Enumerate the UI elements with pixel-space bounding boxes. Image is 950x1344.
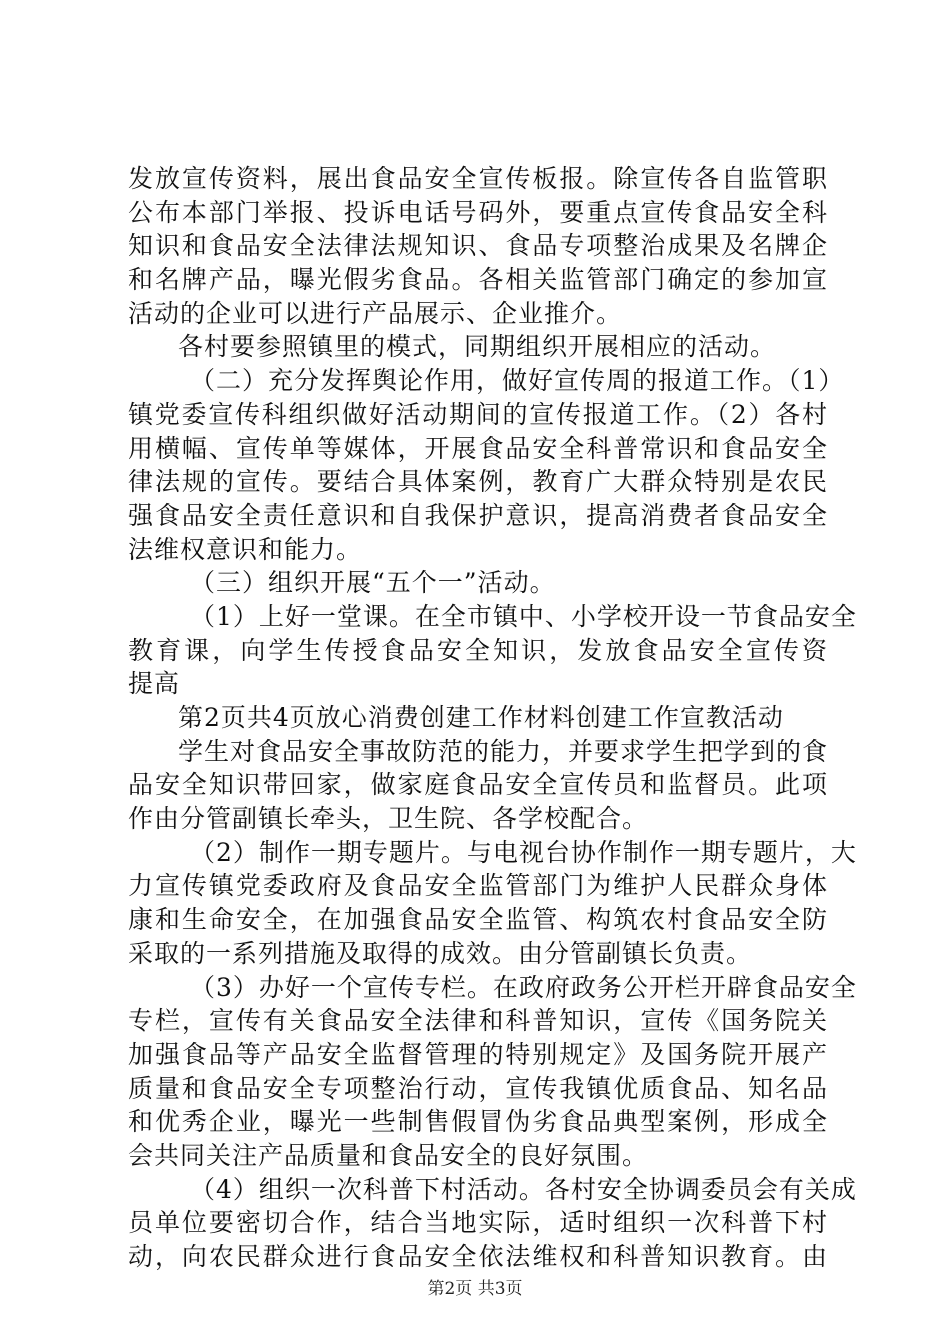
- text-line: （4）组织一次科普下村活动。各村安全协调委员会有关成: [190, 1174, 857, 1204]
- text-line: 提高: [128, 669, 181, 699]
- text-line: 员单位要密切合作，结合当地实际，适时组织一次科普下村: [128, 1208, 828, 1238]
- text-line: 各村要参照镇里的模式，同期组织开展相应的活动。: [178, 332, 777, 362]
- text-line: 动，向农民群众进行食品安全依法维权和科普知识教育。由: [128, 1242, 828, 1271]
- text-line: 作由分管副镇长牵头，卫生院、各学校配合。: [128, 804, 649, 834]
- text-line: 法维权意识和能力。: [128, 534, 363, 564]
- page-break-header: 第2页共4页放心消费创建工作材料创建工作宣教活动: [178, 703, 784, 732]
- text-line: （3）办好一个宣传专栏。在政府政务公开栏开辟食品安全: [190, 972, 857, 1002]
- section-heading: （二）充分发挥舆论作用，做好宣传周的报道工作。（1）: [190, 366, 845, 396]
- section-heading: （三）组织开展“五个一”活动。: [190, 568, 556, 598]
- text-line: 专栏，宣传有关食品安全法律和科普知识，宣传《国务院关: [128, 1006, 828, 1036]
- text-line: 康和生命安全，在加强食品安全监管、构筑农村食品安全防: [128, 905, 828, 935]
- text-line: （1）上好一堂课。在全市镇中、小学校开设一节食品安全: [190, 601, 857, 631]
- text-line: 采取的一系列措施及取得的成效。由分管副镇长负责。: [128, 938, 753, 968]
- text-line: 加强食品等产品安全监督管理的特别规定》及国务院开展产: [128, 1039, 828, 1069]
- text-line: 力宣传镇党委政府及食品安全监管部门为维护人民群众身体: [128, 871, 828, 901]
- text-line: 质量和食品安全专项整治行动，宣传我镇优质食品、知名品: [128, 1073, 828, 1103]
- text-line: 和优秀企业，曝光一些制售假冒伪劣食品典型案例，形成全: [128, 1107, 828, 1137]
- text-line: 强食品安全责任意识和自我保护意识，提高消费者食品安全: [128, 500, 828, 530]
- text-line: 活动的企业可以进行产品展示、企业推介。: [128, 298, 623, 328]
- text-line: 知识和食品安全法律法规知识、食品专项整治成果及名牌企: [128, 231, 828, 261]
- text-line: 会共同关注产品质量和食品安全的良好氛围。: [128, 1140, 649, 1170]
- document-body: [128, 162, 857, 1274]
- text-line: 用横幅、宣传单等媒体，开展食品安全科普常识和食品安全: [128, 433, 828, 463]
- text-line: 公布本部门举报、投诉电话号码外，要重点宣传食品安全科: [128, 197, 828, 227]
- text-line: （2）制作一期专题片。与电视台协作制作一期专题片，大: [190, 837, 857, 867]
- text-line: 镇党委宣传科组织做好活动期间的宣传报道工作。（2）各村: [128, 399, 828, 429]
- text-line: 发放宣传资料，展出食品安全宣传板报。除宣传各自监管职: [128, 164, 828, 193]
- text-line: 和名牌产品，曝光假劣食品。各相关监管部门确定的参加宣: [128, 265, 828, 295]
- text-line: 学生对食品安全事故防范的能力，并要求学生把学到的食: [178, 736, 829, 766]
- page-footer: 第2页 共3页: [427, 1279, 523, 1299]
- text-line: 品安全知识带回家，做家庭食品安全宣传员和监督员。此项: [128, 770, 828, 800]
- text-line: 教育课，向学生传授食品安全知识，发放食品安全宣传资: [128, 635, 828, 665]
- text-line: 律法规的宣传。要结合具体案例，教育广大群众特别是农民: [128, 467, 828, 497]
